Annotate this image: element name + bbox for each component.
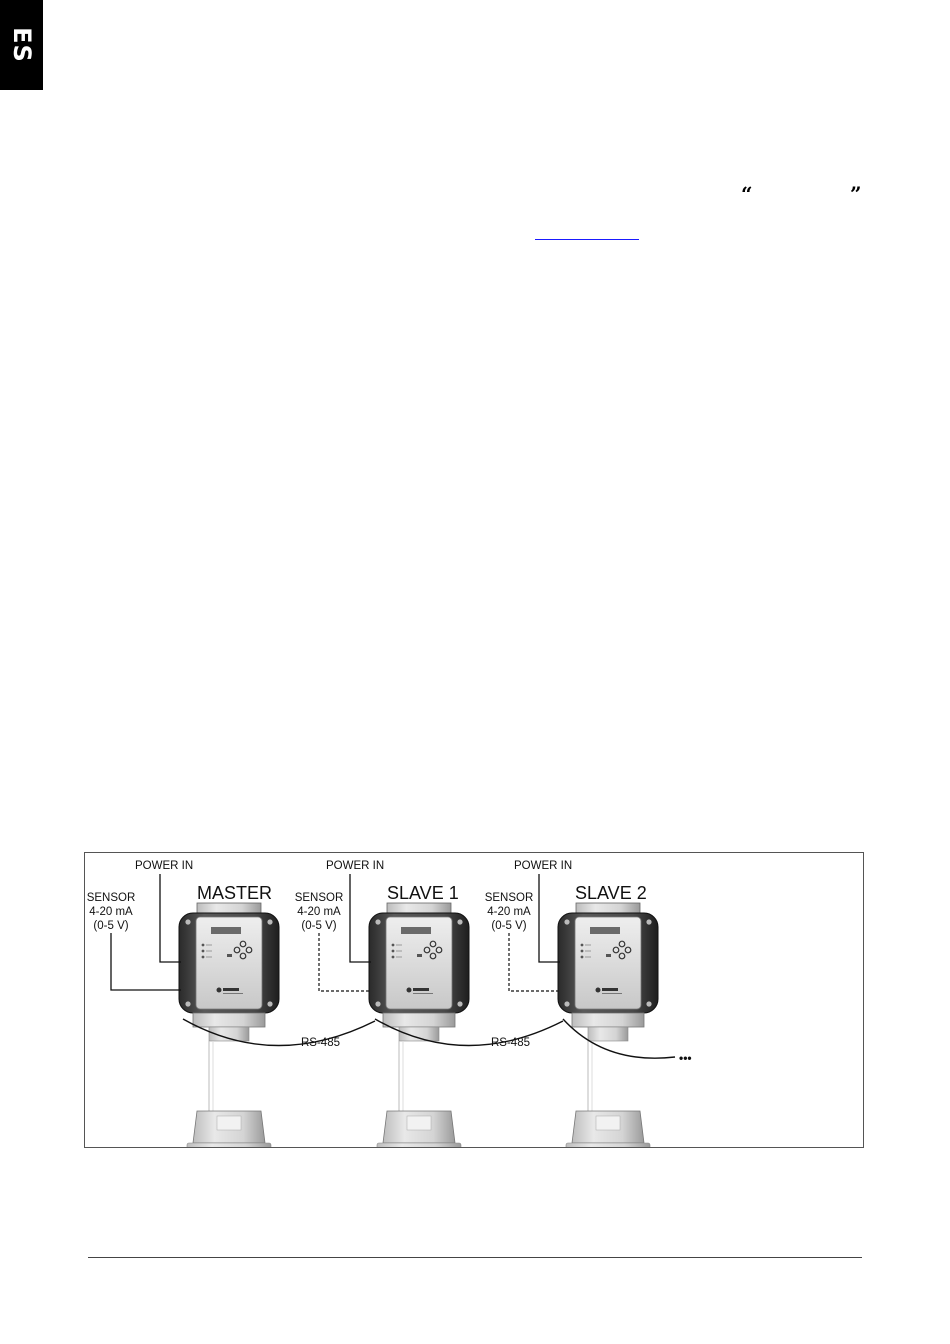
master-power-line [160,874,181,962]
slave1-sensor-label-3: (0-5 V) [301,920,337,932]
close-quote-mark: ” [850,182,862,206]
rs485-label-1: RS-485 [301,1037,340,1049]
master-sensor-label-3: (0-5 V) [93,920,129,932]
footer-rule [88,1257,862,1258]
continuation-dots: ••• [679,1051,692,1065]
slave2-sensor-label-3: (0-5 V) [491,920,527,932]
connection-diagram [84,852,864,1148]
master-power-label: POWER IN [135,860,194,872]
language-tab [0,0,43,90]
slave1-sensor-label-2: 4-20 mA [297,906,341,918]
slave2-title: SLAVE 2 [575,883,647,903]
slave2-sensor-label-1: SENSOR [484,892,534,904]
slave1-power-label: POWER IN [326,860,385,872]
slave1-title: SLAVE 1 [387,883,459,903]
language-code: ES [7,27,36,63]
master-sensor-label-2: 4-20 mA [89,906,133,918]
open-quote-mark: “ [741,182,753,206]
slave2-power-line [539,874,560,962]
slave1-sensor-label-1: SENSOR [294,892,344,904]
slave2-sensor-label-2: 4-20 mA [487,906,531,918]
slave2-power-label: POWER IN [514,860,573,872]
rs485-label-2: RS-485 [491,1037,530,1049]
master-sensor-label-1: SENSOR [86,892,136,904]
connection-diagram-svg [85,853,863,1147]
master-title: MASTER [197,883,273,903]
slave1-power-line [350,874,371,962]
hyperlink-underline[interactable] [535,239,639,240]
